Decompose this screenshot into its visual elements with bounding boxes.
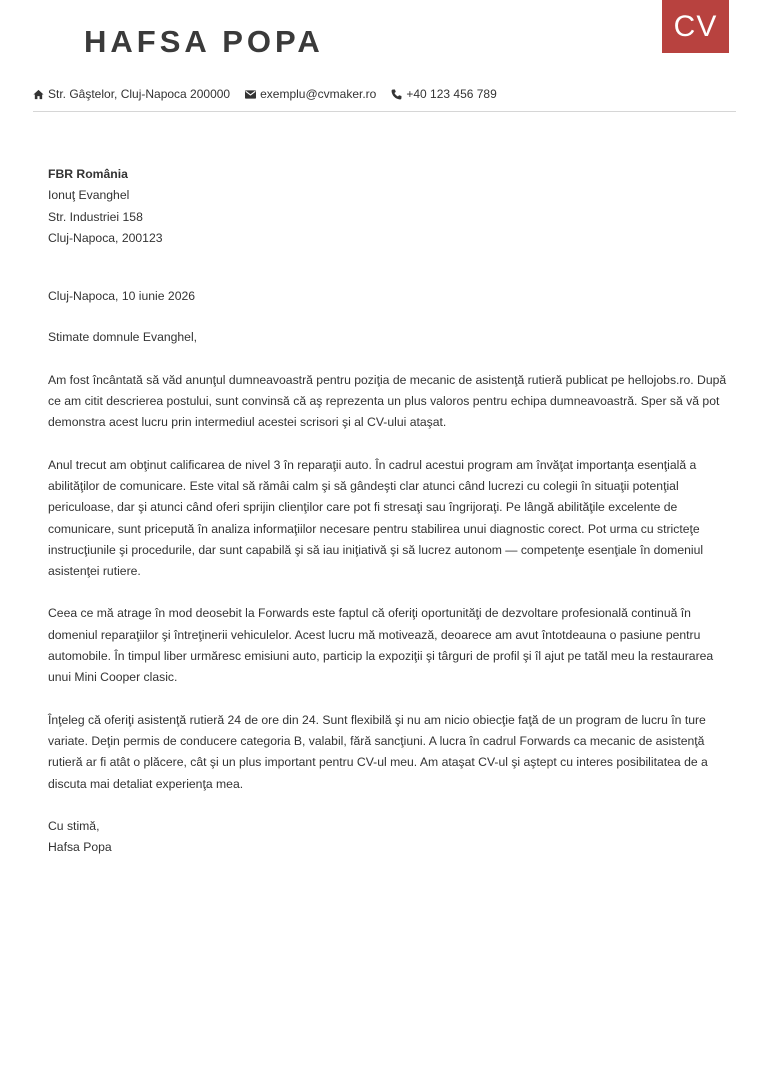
cv-logo-badge: CV [662,0,729,53]
letter-paragraph: Am fost încântată să văd anunţul dumneavoastră pentru poziţia de mecanic de asistenţă rutieră publicat pe hellojobs.ro. După ce am citit descrierea postului, sunt convinsă că aş reprezenta un plus valoros pentru echipa dumneavoastră. Sper să vă pot demonstra acest lucru prin intermediul acestei scrisori şi al CV-ului ataşat. [48,372,727,430]
letter-date: Cluj-Napoca, 10 iunie 2026 [48,289,196,304]
contact-address [33,87,230,101]
contact-email [245,87,376,101]
letter-closing: Cu stimă, [48,818,100,833]
envelope-icon [245,90,256,99]
address-text: Str. Gâştelor, Cluj-Napoca 200000 [48,87,231,101]
home-icon [33,89,44,100]
letter-greeting: Stimate domnule Evanghel, [48,330,198,345]
phone-text: +40 123 456 789 [406,87,497,101]
letter-paragraph: Ceea ce mă atrage în mod deosebit la Forwards este faptul că oferiţi oportunităţi de dezvoltare profesională continuă în domeniul reparaţiilor şi întreţinerii vehiculelor. Acest lucru mă motivează, deoarece am avut întotdeauna o pasiune pentru automobile. În timpul liber urmăresc emisiuni auto, particip la expoziţii şi târguri de profil şi îl ajut pe tatăl meu la restaurarea unui Mini Cooper clasic. [48,606,714,685]
recipient-city: Cluj-Napoca, 200123 [48,230,163,245]
contact-phone [391,87,496,101]
letter-body [48,164,728,858]
letter-signature: Hafsa Popa [48,840,112,855]
contact-bar [33,85,512,103]
header-divider [33,111,736,112]
email-text: exemplu@cvmaker.ro [260,87,377,101]
phone-icon [391,89,402,100]
letter-paragraph: Înţeleg că oferiţi asistenţă rutieră 24 de ore din 24. Sunt flexibilă şi nu am nicio obiecţie faţă de un program de lucru în ture variate. Deţin permis de conducere categoria B, valabil, fără sancţiuni. A lucra în cadrul Forwards ca mecanic de asistenţă rutieră ar fi atât o plăcere, cât şi un plus important pentru CV-ul meu. Am ataşat CV-ul şi aştept cu interes posibilitatea de a discuta mai detaliat experienţa mea. [48,712,708,791]
recipient-block [48,164,728,249]
recipient-company: FBR România [48,167,128,181]
recipient-person: Ionuţ Evanghel [48,188,130,203]
letter-paragraph: Anul trecut am obţinut calificarea de nivel 3 în reparaţii auto. În cadrul acestui program am învăţat importanţa esenţială a abilităţilor de comunicare. Este vital să rămâi calm şi să gândeşti clar atunci când lucrezi cu colegii în situaţii potenţial periculoase, dar şi atunci când oferi sprijin clienţilor care pot fi stresaţi sau îngrijoraţi. Pe lângă abilităţile excelente de comunicare, sunt pricepută în analiza informaţiilor necesare pentru stabilirea unui diagnostic corect. Pot urma cu stricteţe instrucţiunile şi procedurile, dar sunt capabilă şi să iau iniţiativă şi să lucrez autonom — competenţe esenţiale în domeniul asistenţei rutiere. [48,457,704,579]
recipient-street: Str. Industriei 158 [48,209,143,224]
candidate-name: HAFSA POPA [84,24,324,59]
